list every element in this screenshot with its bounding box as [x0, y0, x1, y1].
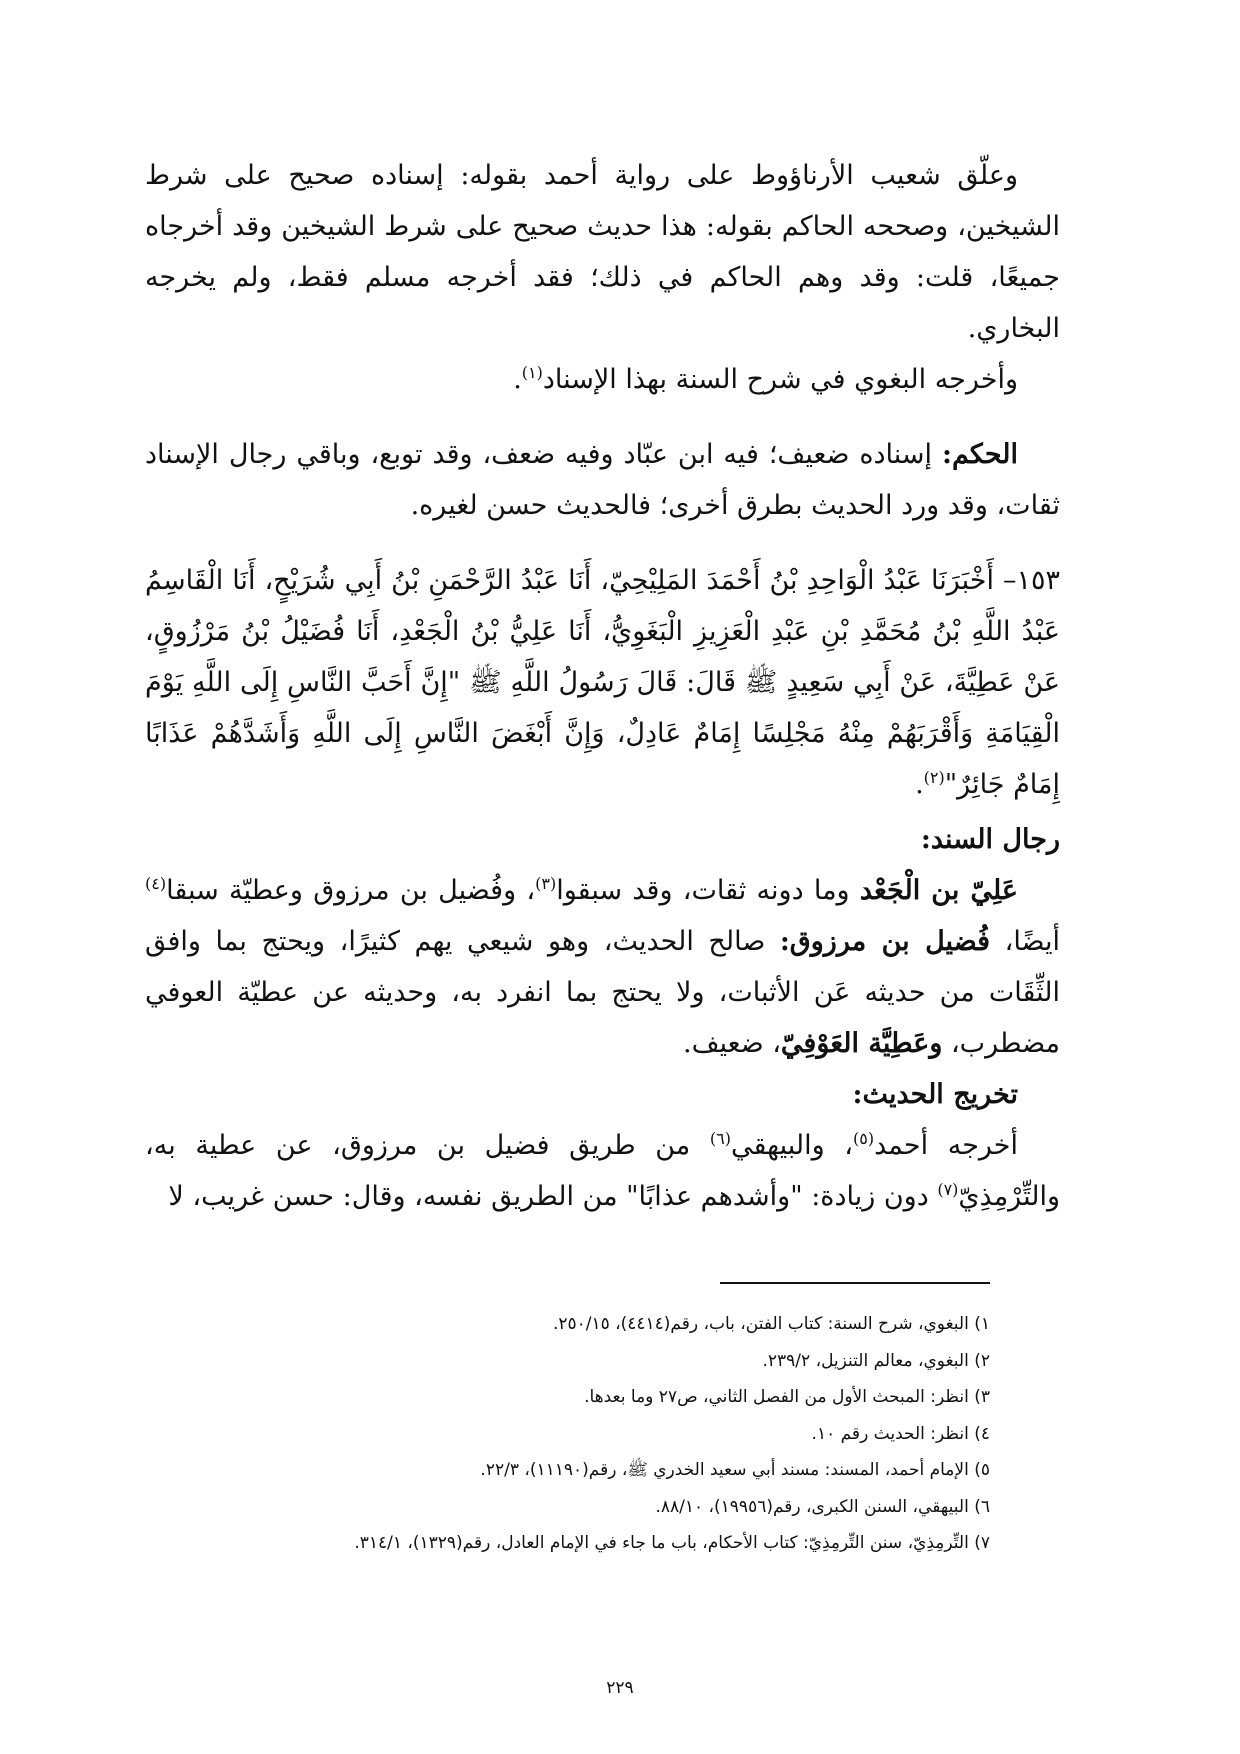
narrator-ali-ibn-jaad: عَلِيّ بن الْجَعْد	[859, 875, 1018, 906]
footnote-ref-2: (٢)	[923, 768, 945, 787]
footnote-ref-5: (٥)	[853, 1129, 875, 1148]
paragraph-hukm	[145, 429, 1060, 531]
hadith-text: أَخْبَرَنَا عَبْدُ الْوَاحِدِ بْنُ أَحْمَدَ المَلِيْحِيّ، أَنَا عَبْدُ الرَّحْمَنِ بْنُ أَبِي شُرَيْحٍ، أَنَا الْقَاسِمُ عَبْدُ اللَّهِ بْنُ مُحَمَّدِ بْنِ عَبْدِ الْعَزِيزِ الْبَغَوِيُّ، أَنَا عَلِيُّ بْنُ الْجَعْدِ، أَنَا فُضَيْلُ بْنُ مَرْزُوقٍ، عَنْ عَطِيَّةَ، عَنْ أَبِي سَعِيدٍ ﷺ قَالَ: قَالَ رَسُولُ اللَّهِ ﷺ "إِنَّ أَحَبَّ النَّاسِ إِلَى اللَّهِ يَوْمَ الْقِيَامَةِ وَأَقْرَبَهُمْ مِنْهُ مَجْلِسًا إِمَامٌ عَادِلٌ، وَإِنَّ أَبْغَضَ النَّاسِ إِلَى اللَّهِ وَأَشَدَّهُمْ عَذَابًا إِمَامٌ جَائِرٌ"	[145, 565, 1060, 800]
page-number: ٢٢٩	[606, 1678, 634, 1698]
rijal-text-3: أيضًا،	[990, 926, 1060, 957]
narrator-atiyya: وعَطِيَّة العَوْفِيّ	[780, 1028, 943, 1059]
period: .	[915, 769, 924, 800]
narrator-fudayl: فُضيل بن مرزوق:	[779, 926, 991, 957]
footnote-6: ٦) البيهقي، السنن الكبرى، رقم(١٩٩٥٦)، ٨٨/١٠.	[655, 1496, 990, 1517]
footnote-7: ٧) التِّرمِذِيّ، سنن التِّرمِذِيّ: كتاب الأحكام، باب ما جاء في الإمام العادل، رقم(١٣٢٩)، ٣١٤/١.	[354, 1533, 990, 1553]
paragraph-rijal	[145, 865, 1060, 1069]
rijal-text-1: وما دونه ثقات، وقد سبقوا	[556, 875, 860, 906]
footnote-separator	[720, 1282, 990, 1284]
rijal-text-4: صالح الحديث، وهو شيعي يهم كثيرًا، ويحتج بما وافق الثِّقَات من حديثه عَن الأثبات، ولا يحتج بما انفرد به، وحديثه عن عطيّة العوفي مضطرب،	[145, 926, 1060, 1059]
paragraph-baghawi	[145, 354, 1060, 405]
hadith-153	[145, 555, 1060, 810]
main-text	[145, 150, 1060, 1222]
rijal-text-5: ، ضعيف.	[682, 1028, 781, 1059]
hukm-text: إسناده ضعيف؛ فيه ابن عبّاد وفيه ضعف، وقد توبع، وباقي رجال الإسناد ثقات، وقد ورد الحديث بطرق أخرى؛ فالحديث حسن لغيره.	[145, 439, 1060, 521]
footnote-5: ٥) الإمام أحمد، المسند: مسند أبي سعيد الخدري ﷺ، رقم(١١١٩٠)، ٢٢/٣.	[480, 1460, 990, 1480]
paragraph-takhrij	[145, 1120, 1060, 1222]
hukm-label: الحكم:	[941, 439, 1018, 470]
takhrij-text-4: دون زيادة: "وأشدهم عذابًا" من الطريق نفسه، وقال: حسن غريب، لا	[168, 1181, 938, 1212]
paragraph-baghawi-text: وأخرجه البغوي في شرح السنة بهذا الإسناد	[542, 364, 1018, 395]
footnote-ref-1: (١)	[521, 363, 543, 382]
footnote-ref-6: (٦)	[709, 1129, 731, 1148]
footnote-2: ٢) البغوي، معالم التنزيل، ٢٣٩/٢.	[762, 1350, 990, 1371]
footnote-4: ٤) انظر: الحديث رقم ١٠.	[811, 1423, 990, 1444]
rijal-text-2: ، وفُضيل بن مرزوق وعطيّة سبقا	[166, 875, 536, 906]
period: .	[513, 364, 522, 395]
footnote-ref-4: (٤)	[145, 874, 167, 893]
rijal-heading: رجال السند:	[920, 824, 1060, 855]
takhrij-heading: تخريج الحديث:	[852, 1079, 1018, 1110]
footnote-ref-7: (٧)	[937, 1180, 959, 1199]
footnote-3: ٣) انظر: المبحث الأول من الفصل الثاني، ص٢٧ وما بعدها.	[584, 1387, 990, 1407]
footnotes	[120, 1306, 990, 1562]
paragraph-arnaout-comment: وعلّق شعيب الأرناؤوط على رواية أحمد بقوله: إسناده صحيح على شرط الشيخين، وصححه الحاكم بقوله: هذا حديث صحيح على شرط الشيخين وقد أخرجاه جميعًا، قلت: وقد وهم الحاكم في ذلك؛ فقد أخرجه مسلم فقط، ولم يخرجه البخاري.	[145, 160, 1060, 344]
footnote-1: ١) البغوي، شرح السنة: كتاب الفتن، باب، رقم(٤٤١٤)، ٢٥٠/١٥.	[552, 1314, 990, 1334]
takhrij-text-2: ، والبيهقي	[731, 1130, 854, 1161]
takhrij-text-1: أخرجه أحمد	[874, 1130, 1018, 1161]
hadith-number: ١٥٣–	[1002, 565, 1060, 596]
footnote-ref-3: (٣)	[535, 874, 557, 893]
takhrij-text-3: من طريق فضيل بن مرزوق، عن عطية به، والتِّرْمِذِيّ	[145, 1130, 1060, 1212]
